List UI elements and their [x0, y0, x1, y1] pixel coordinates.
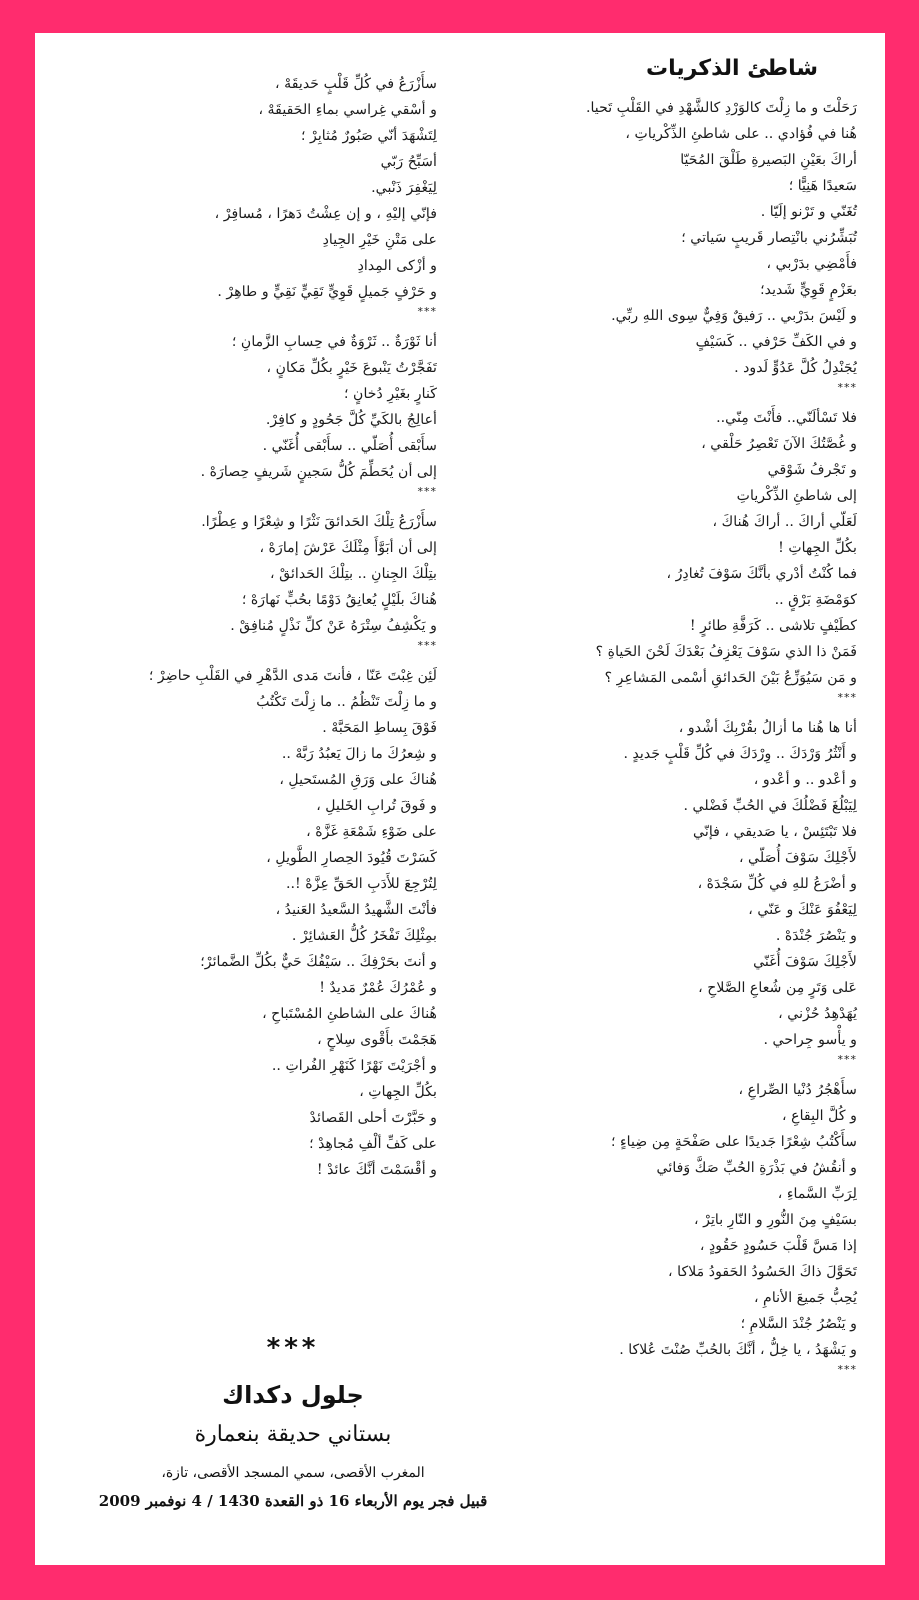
- poem-stanza: [485, 1077, 857, 1363]
- poem-line: و يَشْهَدُ ، يا خِلُّ ، أنَّكَ بالحُبِّ صُنْتَ عُلاكا .: [619, 1342, 857, 1358]
- poem-stanza: [485, 715, 857, 1053]
- poem-line: و يأْسو جِراحي .: [763, 1032, 857, 1048]
- poem-line: أراكَ بعَيْنِ البَصيرةِ طَلْقَ المُحَيّا: [680, 152, 857, 168]
- poem-title: شاطئ الذكريات: [645, 56, 819, 81]
- poem-line: لِتَشْهَدَ أنّي صَبُورٌ مُثابِرْ ؛: [300, 128, 437, 144]
- poem-stanza: [485, 95, 857, 381]
- poem-line: سأَبْقى أُصَلّي .. سأَبْقى أُغَنّي .: [262, 438, 437, 454]
- poem-line: عَلى وَتَرٍ مِن شُعاعِ الصَّلاحِ ،: [698, 980, 857, 996]
- poem-line: و ما زِلْتَ تَنْظُمُ .. ما زِلْتَ تَكْتُبُ: [256, 694, 437, 710]
- poem-line: و أزْكى المِدادِ: [357, 258, 437, 274]
- poem-line: هُناكَ بلَيْلٍ يُعانِقُ دَوْمًا بحُبٍّ نَهارَهْ ؛: [241, 592, 437, 608]
- poem-line: على ضَوْءِ شَمْعَةِ غَزَّهْ ،: [306, 824, 437, 840]
- poem-line: بكُلِّ الجِهاتِ !: [778, 540, 857, 556]
- poem-stanza: [67, 71, 437, 305]
- poem-line: و أعْدو .. و أعْدو ،: [753, 772, 857, 788]
- poem-line: يُجَنْدِلُ كُلَّ عَدُوٍّ لَدود .: [734, 360, 857, 376]
- poem-line: و شِعرُكَ ما زالَ يَعبُدُ رَبَّهْ ..: [281, 746, 437, 762]
- poem-page: [35, 33, 885, 1565]
- poem-stanza: [67, 663, 437, 1183]
- poem-line: رَحَلْتَ و ما زِلْتَ كالوَرْدِ كالشَّهْدِ في القَلْبِ تَحيا.: [585, 100, 857, 116]
- poem-line: هُناكَ على وَرَقِ المُستَحيلِ ،: [279, 772, 437, 788]
- poem-line: إلى أن يُحَطِّمَ كُلُّ سَجينٍ شَريفٍ حِصارَهْ .: [200, 464, 437, 480]
- poem-right-column: [485, 51, 857, 1387]
- poem-line: كطَيْفٍ تلاشى .. كَرَفَّةِ طائرٍ !: [689, 618, 857, 634]
- poem-line: بتِلْكَ الجِنانِ .. بتِلْكَ الحَدائقْ ،: [270, 566, 437, 582]
- poem-line: فأنْتَ الشَّهيدُ السَّعيدُ العَنيدُ ،: [275, 902, 437, 918]
- poem-line: لَعَلّي أراكَ .. أراكَ هُناكَ ،: [712, 514, 857, 530]
- poem-line: لِيَغْفِرَ ذَنْبي.: [371, 180, 437, 196]
- poem-line: فلا تَسْألَنّي.. فأَنْتَ مِنّي..: [716, 410, 857, 426]
- poem-line: فَمَنْ ذا الذي سَوْفَ يَعْزِفُ بَعْدَكَ لَحْنَ الحَياةِ ؟: [595, 644, 857, 660]
- poem-stanza: [67, 329, 437, 485]
- poem-line: فَوْقَ بِساطِ المَحَبَّهْ .: [322, 720, 437, 736]
- poem-line: فما كُنْتُ أدْري بأنَّكَ سَوْفَ تُغادِرُ ،: [666, 566, 857, 582]
- poem-line: و في الكَفِّ حَرْفي .. كَسَيْفٍ: [695, 334, 857, 350]
- poem-line: لَئِن غِبْتَ عَنّا ، فأنتَ مَدى الدَّهْرِ في القَلْبِ حاضِرْ ؛: [148, 668, 437, 684]
- left-stanzas: [67, 71, 437, 1183]
- poem-line: و مَن سَيُوَزِّعُ بَيْنَ الحَدائقِ أسْمى المَشاعِرِ ؟: [604, 670, 857, 686]
- poem-line: يُهَدْهِدُ حُزْني ،: [778, 1006, 857, 1022]
- poem-line: بمِثْلِكَ تَفْخَرُ كُلُّ العَشائِرْ .: [291, 928, 437, 944]
- stanza-separator: ***: [837, 381, 857, 394]
- poem-line: لِتُرْجِعَ للأَدَبِ الحَقِّ عِزَّهْ !..: [286, 876, 437, 892]
- poem-line: و أقْسَمْتَ أنَّكَ عائدْ !: [316, 1162, 437, 1178]
- poem-line: و أنقُشُ في بَذْرَةِ الحُبِّ صَكَّ وَفائي: [656, 1160, 857, 1176]
- poem-line: تَحَوَّلَ ذاكَ الحَسُودُ الحَقودُ مَلاكا ،: [668, 1264, 857, 1280]
- poem-line: تَفَجَّرْتُ يَنْبوعَ خَيْرٍ بكُلِّ مَكانٍ ،: [266, 360, 437, 376]
- poem-line: و فَوقَ تُرابِ الخَليلِ ،: [316, 798, 437, 814]
- poem-line: على كَفِّ ألْفِ مُجاهِدْ ؛: [309, 1136, 437, 1152]
- poem-line: أنا ثَوْرَةٌ .. ثَرْوَةٌ في حِسابِ الزَّمانِ ؛: [231, 334, 437, 350]
- poem-line: لِيَعْفُوَ عَنْكَ و عَنّي ،: [748, 902, 857, 918]
- poem-line: و أسْقي غِراسي بماءِ الحَقيقَهْ ،: [258, 102, 437, 118]
- poem-line: يُحِبُّ جَميعَ الأنامِ ،: [753, 1290, 857, 1306]
- poem-line: هُنا في فُؤادي .. على شاطئِ الذِّكْرياتِ ،: [625, 126, 857, 142]
- poem-line: تُغَنّي و تَرْنو إلَيّا .: [760, 204, 857, 220]
- poem-line: هَجَمْتَ بأَقْوى سِلاحٍ ،: [317, 1032, 437, 1048]
- poem-line: سأَزْرَعُ تِلْكَ الحَدائقَ نَثْرًا و شِعْرًا و عِطْرًا.: [201, 514, 437, 530]
- stanza-separator: ***: [837, 1053, 857, 1066]
- poem-line: و غُصَّتُكَ الآنَ تَعْصِرُ حَلْقي ،: [701, 436, 857, 452]
- poem-line: إلى شاطئِ الذِّكْرياتِ: [736, 488, 857, 504]
- poem-stanza: [67, 509, 437, 639]
- poem-line: و أنتَ بحَرْفِكَ .. سَيْفُكَ حَيٌّ بكُلِّ الضَّمائرْ؛: [200, 954, 437, 970]
- poem-line: و أضْرَعُ للهِ في كُلِّ سَجْدَهْ ،: [697, 876, 857, 892]
- poem-line: كَسَرْتَ قُيُودَ الحِصارِ الطَّويلِ ،: [266, 850, 437, 866]
- poem-line: لِيَبْلُغَ فَضْلُكَ في الحُبِّ فَضْلي .: [683, 798, 857, 814]
- poem-line: هُناكَ على الشاطئِ المُسْتَباحِ ،: [262, 1006, 437, 1022]
- stanza-separator: ***: [837, 691, 857, 704]
- poem-line: فإنّي إليْهِ ، و إن عِشْتُ دَهرًا ، مُسافِرْ ،: [214, 206, 437, 222]
- poem-line: لأَجْلِكَ سَوْفَ أُصَلّي ،: [738, 850, 857, 866]
- poem-line: كوَمْضَةِ بَرْقٍ ..: [774, 592, 857, 608]
- poem-line: و يَكْشِفُ سِتْرَهُ عَنْ كلِّ نَذْلٍ مُنافِقْ .: [230, 618, 437, 634]
- poem-line: فلا تَبْتَئِسْ ، يا صَديقي ، فإنّي: [693, 824, 857, 840]
- poem-line: بكُلِّ الجِهاتِ ،: [359, 1084, 437, 1100]
- poem-line: سأَكْتُبُ شِعْرًا جَديدًا على صَفْحَةٍ مِن ضِياءٍ ؛: [610, 1134, 857, 1150]
- poem-line: كَنارٍ بغَيْرِ دُخانٍ ؛: [344, 386, 437, 402]
- poem-line: إلى أن أبَوَّأَ مِثْلَكَ عَرْشَ إمارَهْ ،: [259, 540, 437, 556]
- stanza-separator: ***: [837, 1363, 857, 1376]
- poem-line: و أَنْثُرُ وَرْدَكَ .. وِرْدَكَ في كُلِّ قَلْبٍ جَديدٍ .: [623, 746, 857, 762]
- poem-line: و عُمْرُكَ عُمْرٌ مَديدٌ !: [319, 980, 437, 996]
- poem-line: أسَبِّحُ رَبّي: [380, 154, 437, 170]
- stanza-separator: ***: [417, 305, 437, 318]
- poem-line: بعَزْمٍ قَوِيٍّ شَديد؛: [760, 282, 857, 298]
- poem-footer: [73, 1333, 513, 1513]
- poem-line: و لَيْسَ بدَرْبي .. رَفيقٌ وَفِيٌّ سِوى اللهِ ربِّي.: [611, 308, 857, 324]
- poem-line: و تَجْرفُ شَوْقي: [767, 462, 857, 478]
- poem-line: و حَبَّرْتَ أحلى القَصائدْ: [309, 1110, 437, 1126]
- poem-line: و أجْرَيْتَ نَهْرًا كَنَهْرِ الفُراتِ ..: [271, 1058, 437, 1074]
- poem-line: سأَزْرَعُ في كُلِّ قَلْبٍ حَديقَهْ ،: [275, 76, 437, 92]
- poem-line: سَعيدًا هَنِيًّا ؛: [788, 178, 857, 194]
- poem-line: تُبَشِّرُني بانْتِصار قَريبٍ سَياتي ؛: [681, 230, 857, 246]
- poem-line: و حَرْفٍ جَميلٍ قَوِيٍّ تَقِيٍّ نَقِيٍّ و طاهِرْ .: [217, 284, 437, 300]
- poem-line: سأَهْجُرُ دُنْيا الصِّراعِ ،: [738, 1082, 857, 1098]
- poem-left-column: [67, 71, 437, 1183]
- poem-line: فأَمْضِي بدَرْبي ،: [766, 256, 857, 272]
- end-stars: ***: [266, 1333, 320, 1363]
- author-name: جلول دكداك: [222, 1381, 364, 1409]
- poem-line: أنا ها هُنا ما أزالُ بقُرْبِكَ أشْدو ،: [678, 720, 857, 736]
- date-line: قبيل فجر يوم الأربعاء 16 ذو القعدة 1430 / 4 نوفمبر 2009: [98, 1492, 488, 1510]
- organization-name: بستاني حديقة بنعمارة: [194, 1422, 392, 1447]
- poem-line: إذا مَسَّ قَلْبَ حَسُودٍ حَقُودٍ ،: [699, 1238, 857, 1254]
- poem-line: على مَتْنِ خَيْرِ الجِيادِ: [322, 232, 437, 248]
- poem-line: و كُلَّ البِقاعِ ،: [782, 1108, 857, 1124]
- poem-line: و يَنْصُرَ جُنْدَهْ .: [775, 928, 857, 944]
- stanza-separator: ***: [417, 485, 437, 498]
- poem-line: بسَيْفٍ مِنَ النُّورِ و النّارِ باتِرْ ،: [694, 1212, 857, 1228]
- poem-stanza: [485, 405, 857, 691]
- poem-line: لِرَبِّ السَّماءِ ،: [777, 1186, 857, 1202]
- place-line: المغرب الأقصى، سمي المسجد الأقصى، تازة،: [161, 1465, 425, 1481]
- stanza-separator: ***: [417, 639, 437, 652]
- poem-line: و يَنْصُرُ جُنْدَ السَّلامِ ؛: [740, 1316, 857, 1332]
- right-stanzas: [485, 95, 857, 1377]
- poem-line: أعالِجُ بالكَيِّ كُلَّ جَحُودٍ و كافِرْ.: [265, 412, 437, 428]
- poem-line: لأَجْلِكَ سَوْفَ أُغَنّي: [753, 954, 857, 970]
